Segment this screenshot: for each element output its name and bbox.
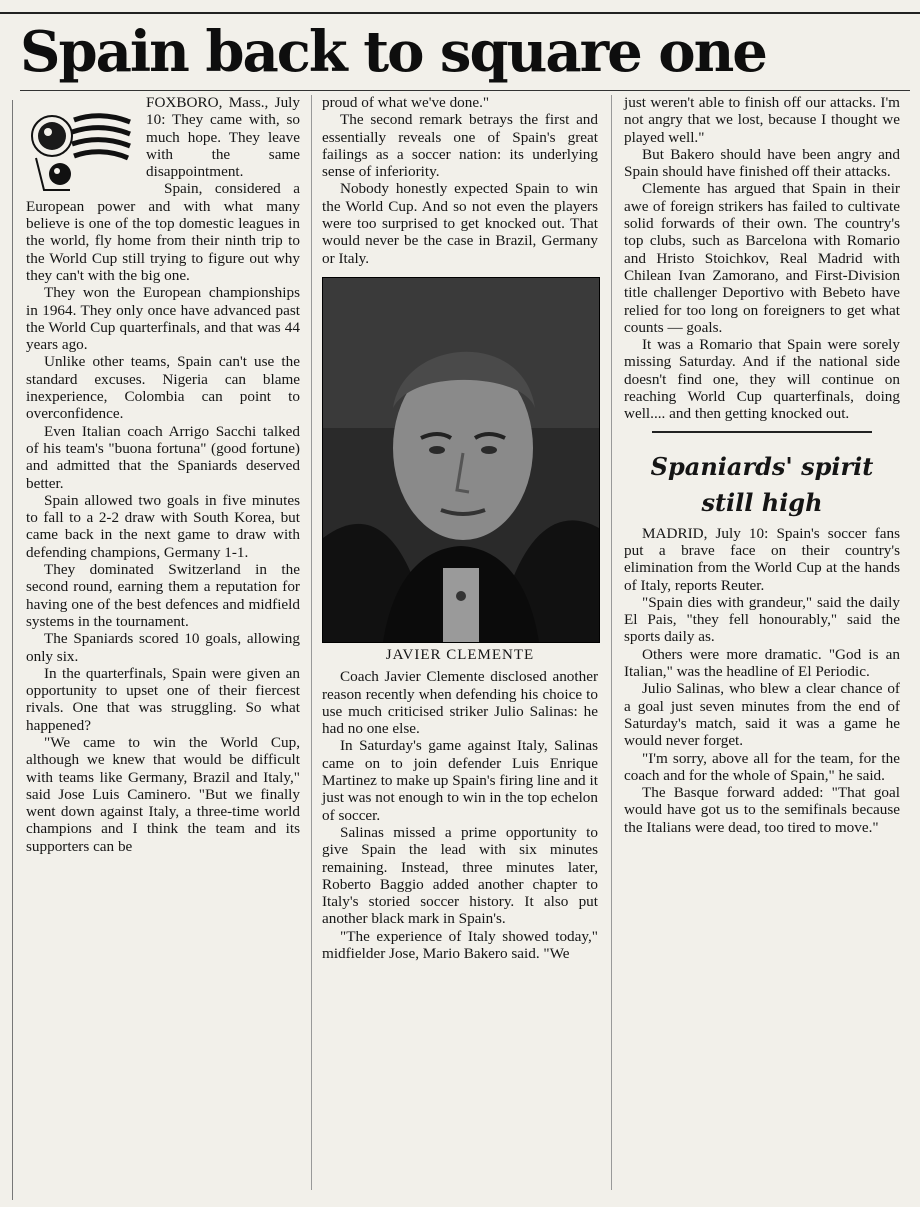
body-paragraph: But Bakero should have been angry and Spain should have finished off their attacks.	[624, 145, 900, 181]
body-paragraph: "The experience of Italy showed today," midfielder Jose, Mario Bakero said. "We	[322, 927, 598, 963]
body-paragraph: They won the European championships in 1964. They only once have advanced past the World Cup quarterfinals, and that was 44 years ago.	[26, 284, 300, 354]
sidebar-paragraph: Julio Salinas, who blew a clear chance of a goal just seven minutes from the end of Saturday's match, said it was a game he would never forget.	[624, 680, 900, 750]
article-column-1	[26, 94, 300, 855]
adjacent-column-edge	[0, 100, 13, 1200]
body-paragraph: Even Italian coach Arrigo Sacchi talked of his team's "buona fortuna" (good fortune) and admitted that the Spaniards deserved better.	[26, 422, 300, 492]
body-paragraph: Clemente has argued that Spain in their awe of foreign strikers has failed to cultivate solid forwards of their own. The country's top clubs, such as Barcelona with Romario and Hristo Stoichkov, Real Madrid with Chilean Ivan Zamorano, and First-Division title challenger Deportivo with Bebeto have relied for too long on foreigners to get what counts — goals.	[624, 180, 900, 336]
sidebar-paragraph: "I'm sorry, above all for the team, for the coach and for the whole of Spain," he said.	[624, 749, 900, 784]
body-paragraph: "We came to win the World Cup, although we knew that would be difficult with teams like Germany, Brazil and Italy," said Jose Luis Caminero. "But we finally went down against Italy, a three-time world champions and I think the team and its supporters can be	[26, 733, 300, 855]
world-cup-94-logo-icon	[26, 100, 136, 196]
section-divider	[652, 431, 872, 433]
article-column-3	[624, 94, 900, 836]
body-paragraph: just weren't able to finish off our attacks. I'm not angry that we lost, because I thought we played well."	[624, 94, 900, 146]
body-paragraph: The Spaniards scored 10 goals, allowing only six.	[26, 630, 300, 665]
body-paragraph: Spain allowed two goals in five minutes to fall to a 2-2 draw with South Korea, but came back in the next game to draw with defending champions, Germany 1-1.	[26, 491, 300, 561]
body-paragraph: The second remark betrays the first and essentially reveals one of Spain's great failings as a soccer nation: its underlying sense of inferiority.	[322, 111, 598, 181]
column-gutter	[311, 95, 312, 1190]
body-paragraph: They dominated Switzerland in the second round, earning them a reputation for having one of the best defences and midfield systems in the tournament.	[26, 561, 300, 630]
photo-caption: JAVIER CLEMENTE	[385, 646, 535, 663]
sidebar-paragraph: MADRID, July 10: Spain's soccer fans put a brave face on their country's elimination from the World Cup at the hands of Italy, reports Reuter.	[624, 524, 900, 594]
clipped-previous-line	[0, 0, 920, 14]
article-headline: Spain back to square one	[20, 14, 910, 91]
body-paragraph: Spain, considered a European power and with what many believe is one of the top domestic leagues in the world, fly home from their ninth trip to the World Cup still trying to figure out why they can't with the big one.	[26, 180, 300, 284]
body-paragraph: In Saturday's game against Italy, Salinas came on to join defender Luis Enrique Martinez to make up Spain's firing line and it just was not enough to win in the top echelon of soccer.	[322, 737, 598, 824]
body-paragraph: Nobody honestly expected Spain to win the World Cup. And so not even the players were too surprised to get knocked out. That would never be the case in Brazil, Germany or Italy.	[322, 180, 598, 267]
column-gutter	[611, 95, 612, 1190]
sidebar-paragraph: The Basque forward added: "That goal would have got us to the semifinals because the Italians were dead, too tired to move."	[624, 784, 900, 836]
body-paragraph: Salinas missed a prime opportunity to give Spain the lead with six minutes remaining. Instead, three minutes later, Roberto Baggio added another chapter to Italy's storied soccer history. It also put another black mark in Spain's.	[322, 823, 598, 928]
sidebar-headline: Spaniards' spirit still high	[650, 451, 874, 517]
dateline-lead-paragraph: FOXBORO, Mass., July 10: They came with, so much hope. They leave with the same disappointment.	[146, 94, 300, 181]
body-paragraph: Unlike other teams, Spain can't use the standard excuses. Nigeria can blame inexperience, Colombia can point to overconfidence.	[26, 353, 300, 423]
body-paragraph: In the quarterfinals, Spain were given an opportunity to upset one of their fiercest rivals. One that was struggling. So what happened?	[26, 664, 300, 734]
body-paragraph: It was a Romario that Spain were sorely missing Saturday. And if the national side doesn't find one, they will continue on reaching World Cup quarterfinals, doing well.... and then getting knocked out.	[624, 336, 900, 423]
body-paragraph: Coach Javier Clemente disclosed another reason recently when defending his choice to use much criticised striker Julio Salinas: he had no one else.	[322, 668, 598, 738]
body-paragraph: proud of what we've done."	[322, 94, 490, 111]
article-column-2	[322, 94, 598, 962]
coach-photo	[322, 277, 600, 643]
sidebar-paragraph: "Spain dies with grandeur," said the daily El Pais, "they fell honourably," said the sports daily as.	[624, 593, 900, 646]
sidebar-paragraph: Others were more dramatic. "God is an Italian," was the headline of El Periodic.	[624, 645, 900, 681]
